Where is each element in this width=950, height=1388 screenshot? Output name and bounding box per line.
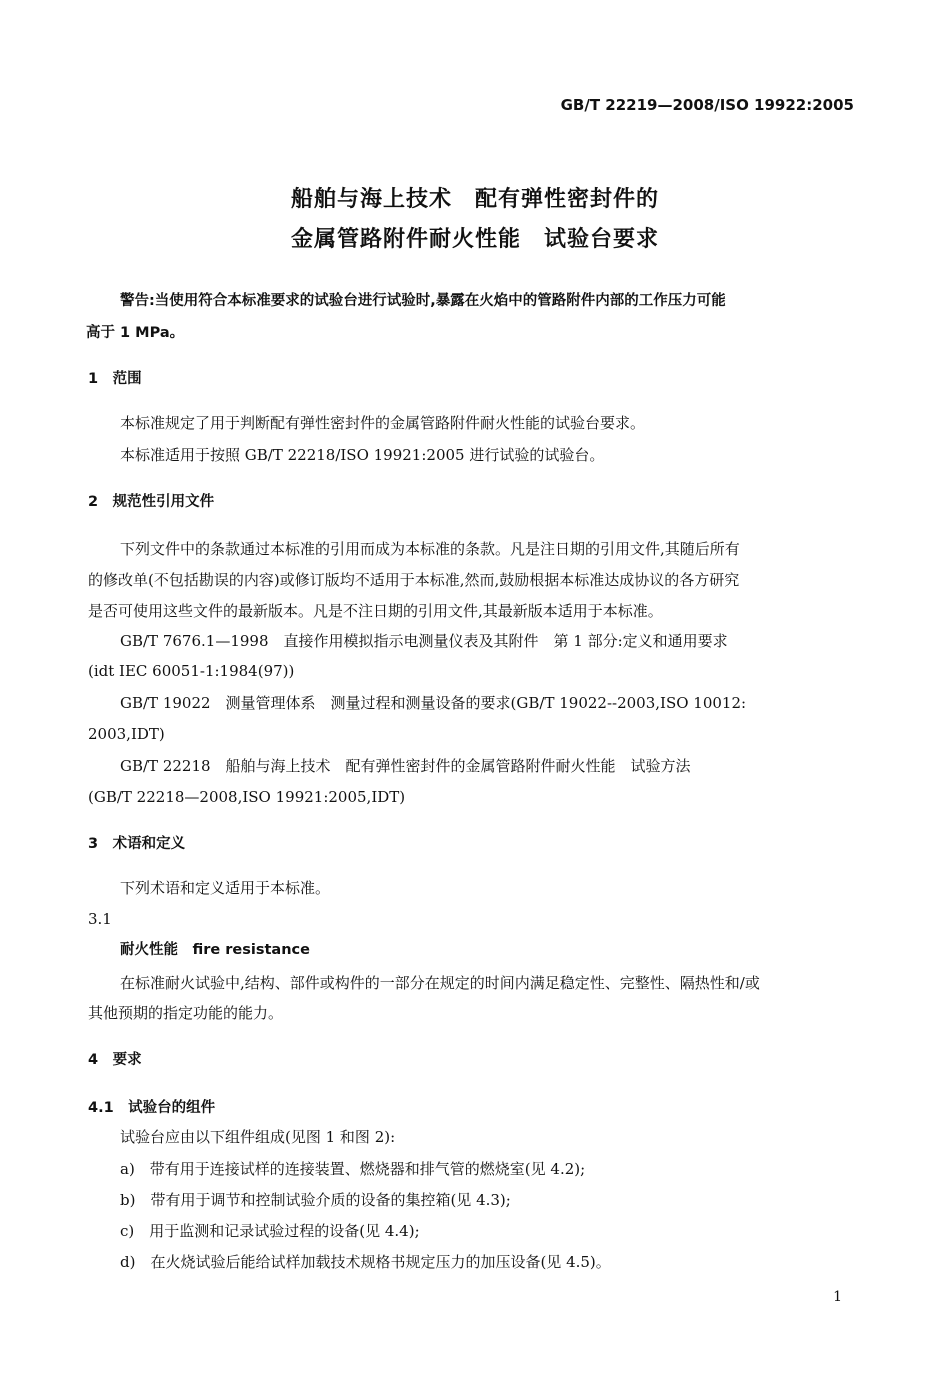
reference-1-line-1: GB/T 7676.1—1998 直接作用模拟指示电测量仪表及其附件 第 1 部分:定义和通用要求 [120, 632, 728, 650]
section-3-intro: 下列术语和定义适用于本标准。 [120, 879, 331, 897]
reference-2-line-2: 2003,IDT) [88, 725, 165, 743]
section-1-paragraph-1: 本标准规定了用于判断配有弹性密封件的金属管路附件耐火性能的试验台要求。 [120, 414, 646, 432]
term-definition-line-1: 在标准耐火试验中,结构、部件或构件的一部分在规定的时间内满足稳定性、完整性、隔热性和/或 [120, 974, 760, 992]
component-list-item-d: d) 在火烧试验后能给试样加载技术规格书规定压力的加压设备(见 4.5)。 [120, 1253, 611, 1271]
warning-line-1: 警告:当使用符合本标准要求的试验台进行试验时,暴露在火焰中的管路附件内部的工作压力可能 [120, 293, 726, 309]
component-list-item-b: b) 带有用于调节和控制试验介质的设备的集控箱(见 4.3); [120, 1191, 511, 1209]
section-2-intro-line-2: 的修改单(不包括勘误的内容)或修订版均不适用于本标准,然而,鼓励根据本标准达成协议的各方研究 [88, 571, 740, 589]
component-list-item-c: c) 用于监测和记录试验过程的设备(见 4.4); [120, 1222, 420, 1240]
section-2-heading: 2 规范性引用文件 [88, 494, 215, 510]
section-4-1-intro: 试验台应由以下组件组成(见图 1 和图 2): [120, 1128, 396, 1146]
page-number: 1 [833, 1289, 842, 1305]
reference-3-line-1: GB/T 22218 船舶与海上技术 配有弹性密封件的金属管路附件耐火性能 试验方法 [120, 757, 691, 775]
warning-line-2: 高于 1 MPa。 [86, 325, 185, 341]
term-number: 3.1 [88, 910, 112, 928]
section-2-intro-line-1: 下列文件中的条款通过本标准的引用而成为本标准的条款。凡是注日期的引用文件,其随后所有 [120, 540, 740, 558]
component-list-item-a: a) 带有用于连接试样的连接装置、燃烧器和排气管的燃烧室(见 4.2); [120, 1160, 586, 1178]
section-2-intro-line-3: 是否可使用这些文件的最新版本。凡是不注日期的引用文件,其最新版本适用于本标准。 [88, 602, 663, 620]
document-title-line-2: 金属管路附件耐火性能 试验台要求 [290, 227, 659, 252]
term-title: 耐火性能 fire resistance [120, 942, 310, 958]
reference-2-line-1: GB/T 19022 测量管理体系 测量过程和测量设备的要求(GB/T 19022--2003,ISO 10012: [120, 694, 747, 712]
section-4-heading: 4 要求 [88, 1052, 142, 1068]
section-4-1-heading: 4.1 试验台的组件 [88, 1100, 216, 1116]
section-1-paragraph-2: 本标准适用于按照 GB/T 22218/ISO 19921:2005 进行试验的试验台。 [120, 446, 605, 464]
term-definition-line-2: 其他预期的指定功能的能力。 [88, 1004, 284, 1022]
section-1-heading: 1 范围 [88, 371, 142, 387]
document-title-line-1: 船舶与海上技术 配有弹性密封件的 [290, 187, 659, 212]
reference-1-line-2: (idt IEC 60051-1:1984(97)) [88, 662, 295, 680]
reference-3-line-2: (GB/T 22218—2008,ISO 19921:2005,IDT) [88, 788, 406, 806]
section-3-heading: 3 术语和定义 [88, 836, 186, 852]
standard-code: GB/T 22219—2008/ISO 19922:2005 [560, 96, 854, 114]
